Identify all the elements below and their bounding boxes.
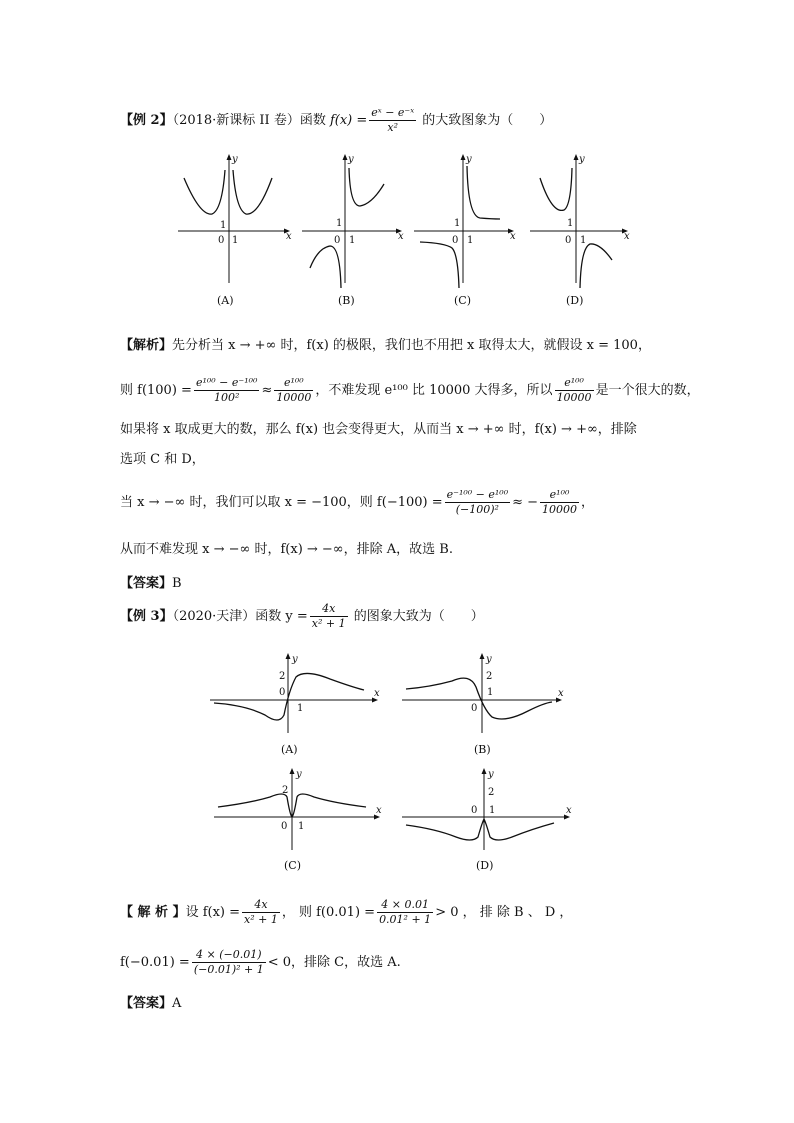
ex3-option-d: (D)	[476, 859, 494, 872]
ex2-analysis-line2	[120, 376, 700, 405]
ex3-fraction	[310, 602, 348, 631]
ex3-c-origin: 0	[281, 821, 288, 832]
ex2-option-a: (A)	[217, 294, 234, 307]
ex3-l2num: 4 × (−0.01)	[192, 948, 266, 963]
ex3-c-y-label: y	[296, 769, 302, 780]
ex2-graph-a	[178, 154, 292, 307]
ex3-tag: 【例 3】	[120, 609, 173, 624]
ex3-graph-d	[402, 768, 572, 872]
ex2-den: x²	[387, 121, 399, 134]
ex2-l2den: 100²	[213, 391, 240, 404]
ex3-l1num: 4x	[242, 898, 280, 913]
ex3-answer-value: A	[172, 996, 182, 1011]
ex2-b-x-label: x	[398, 231, 404, 242]
ex3-b-y-label: y	[486, 654, 492, 665]
ex3-b-x-label: x	[558, 688, 564, 699]
ex3-analysis-line2	[120, 948, 401, 977]
ex3-analysis-tag: 【 解 析 】	[120, 905, 186, 920]
ex2-l5c: ，	[581, 495, 595, 510]
ex2-l2d: 是一个很大的数，	[595, 383, 700, 398]
ex2-option-d: (D)	[566, 294, 584, 307]
ex3-l1a: 设 f(x) =	[185, 905, 241, 920]
ex3-graph-c	[214, 768, 382, 872]
ex3-a-origin: 0	[279, 687, 286, 698]
ex2-analysis-text1: 先分析当 x → +∞ 时，f(x) 的极限，我们也不用把 x 取得太大，就假设 x = 100，	[172, 338, 651, 353]
ex2-l2num2: e¹⁰⁰	[274, 376, 313, 391]
ex3-l2-frac	[192, 948, 266, 977]
ex2-num: eˣ − e⁻ˣ	[371, 106, 415, 119]
ex2-d-tick-x1: 1	[580, 235, 587, 246]
ex3-b-origin: 0	[471, 703, 478, 714]
ex3-b-tick-y2: 2	[486, 671, 493, 682]
ex2-l5b: ≈ −	[512, 495, 539, 510]
ex2-option-b: (B)	[338, 294, 355, 307]
ex2-l2c: ，不难发现 e¹⁰⁰ 比 10000 大得多，所以	[315, 383, 553, 398]
ex2-a-tick-x1: 1	[232, 235, 239, 246]
ex2-graphs	[0, 148, 794, 328]
ex2-l2num: e¹⁰⁰ − e⁻¹⁰⁰	[195, 376, 258, 389]
ex3-answer	[120, 994, 181, 1014]
ex2-d-x-label: x	[624, 231, 630, 242]
ex2-c-origin: 0	[452, 235, 459, 246]
ex2-l5den2: 10000	[542, 503, 578, 516]
ex2-a-origin: 0	[218, 235, 225, 246]
ex3-graphs	[0, 645, 794, 895]
ex3-c-tick-y2: 2	[282, 785, 289, 796]
ex3-l2den: (−0.01)² + 1	[193, 963, 264, 976]
ex2-option-c: (C)	[454, 294, 471, 307]
ex2-c-y-label: y	[466, 154, 472, 165]
ex2-l5num2: e¹⁰⁰	[540, 488, 579, 503]
ex3-l2a: f(−0.01) =	[120, 955, 190, 970]
ex2-a-x-label: x	[286, 231, 292, 242]
ex2-d-y-label: y	[579, 154, 585, 165]
ex3-a-tick-y2: 2	[279, 671, 286, 682]
ex2-source: （2018·新课标 II 卷）函数	[172, 113, 330, 128]
ex3-a-tick-x1: 1	[297, 703, 304, 714]
ex2-tail: 的大致图象为（ ）	[418, 113, 553, 128]
ex2-l2den2: 10000	[276, 391, 312, 404]
ex3-num: 4x	[310, 602, 348, 617]
ex2-graph-c	[414, 154, 516, 307]
ex3-b-tick-x1: 1	[487, 687, 494, 698]
ex3-a-x-label: x	[374, 688, 380, 699]
ex3-answer-tag: 【答案】	[120, 996, 173, 1011]
ex3-option-c: (C)	[284, 859, 301, 872]
ex2-question	[120, 106, 552, 135]
ex2-tag: 【例 2】	[120, 113, 173, 128]
ex3-graph-a	[210, 653, 380, 756]
ex2-d-tick-y1: 1	[567, 218, 574, 229]
ex3-l1-frac2	[377, 898, 433, 927]
ex2-l2den3: 10000	[556, 391, 592, 404]
ex3-l1c: > 0 ， 排 除 B 、 D ，	[435, 905, 573, 920]
ex2-analysis-line4: 选项 C 和 D，	[120, 452, 205, 467]
ex3-analysis-line1	[120, 898, 572, 927]
ex3-l1-frac1	[242, 898, 280, 927]
ex3-a-y-label: y	[292, 654, 298, 665]
ex2-b-tick-y1: 1	[336, 218, 343, 229]
ex2-l5-frac2	[540, 488, 579, 517]
ex3-tail: 的图象大致为（ ）	[349, 609, 484, 624]
ex2-l5num: e⁻¹⁰⁰ − e¹⁰⁰	[446, 488, 509, 501]
ex2-l5a: 当 x → −∞ 时，我们可以取 x = −100，则 f(−100) =	[120, 495, 443, 510]
ex3-question	[120, 602, 484, 631]
ex2-b-tick-x1: 1	[349, 235, 356, 246]
ex2-l2-frac2	[274, 376, 313, 405]
ex2-l2num3: e¹⁰⁰	[555, 376, 594, 391]
ex2-c-tick-y1: 1	[454, 218, 461, 229]
ex2-d-origin: 0	[565, 235, 572, 246]
ex3-l1den: x² + 1	[244, 913, 278, 926]
ex2-fx: f(x) =	[329, 113, 368, 128]
ex2-answer	[120, 574, 182, 594]
ex2-answer-value: B	[172, 576, 182, 591]
ex2-l2-frac1	[194, 376, 260, 405]
ex3-source: （2020·天津）函数 y =	[172, 609, 308, 624]
ex3-c-tick-x1: 1	[298, 821, 305, 832]
ex3-c-x-label: x	[376, 805, 382, 816]
ex2-l2a: 则 f(100) =	[120, 383, 192, 398]
ex2-c-x-label: x	[510, 231, 516, 242]
ex2-answer-tag: 【答案】	[120, 576, 173, 591]
ex2-a-tick-y1: 1	[220, 220, 227, 231]
ex3-graph-b	[402, 653, 564, 756]
ex2-analysis-line6: 从而不难发现 x → −∞ 时，f(x) → −∞，排除 A，故选 B.	[120, 542, 453, 557]
ex3-d-origin: 0	[471, 805, 478, 816]
ex2-l5den: (−100)²	[455, 503, 499, 516]
ex2-l2-frac3	[555, 376, 594, 405]
ex2-graph-b	[302, 154, 404, 307]
ex3-l1b: ， 则 f(0.01) =	[281, 905, 376, 920]
ex3-den: x² + 1	[311, 617, 346, 630]
ex3-d-x-label: x	[566, 805, 572, 816]
ex2-l2b: ≈	[261, 383, 273, 398]
ex2-analysis-line3: 如果将 x 取成更大的数，那么 f(x) 也会变得更大，从而当 x → +∞ 时，f(x) → +∞，排除	[120, 422, 637, 437]
ex2-a-y-label: y	[232, 154, 238, 165]
ex3-l2b: < 0，排除 C，故选 A.	[267, 955, 401, 970]
ex3-d-tick-y2: 2	[488, 787, 495, 798]
ex2-fraction	[369, 106, 416, 135]
ex2-l5-frac1	[445, 488, 511, 517]
ex3-l1den2: 0.01² + 1	[379, 913, 432, 926]
ex2-graph-d	[530, 154, 630, 307]
ex3-d-y-label: y	[488, 769, 494, 780]
ex3-option-b: (B)	[474, 743, 491, 756]
ex2-analysis-tag: 【解析】	[120, 338, 173, 353]
ex3-l1num2: 4 × 0.01	[377, 898, 433, 913]
ex3-d-tick-x1: 1	[489, 805, 496, 816]
ex2-b-y-label: y	[348, 154, 354, 165]
ex2-c-tick-x1: 1	[467, 235, 474, 246]
ex2-b-origin: 0	[334, 235, 341, 246]
ex3-option-a: (A)	[281, 743, 298, 756]
ex2-analysis-line5	[120, 488, 594, 517]
ex2-analysis-line1	[120, 336, 651, 356]
